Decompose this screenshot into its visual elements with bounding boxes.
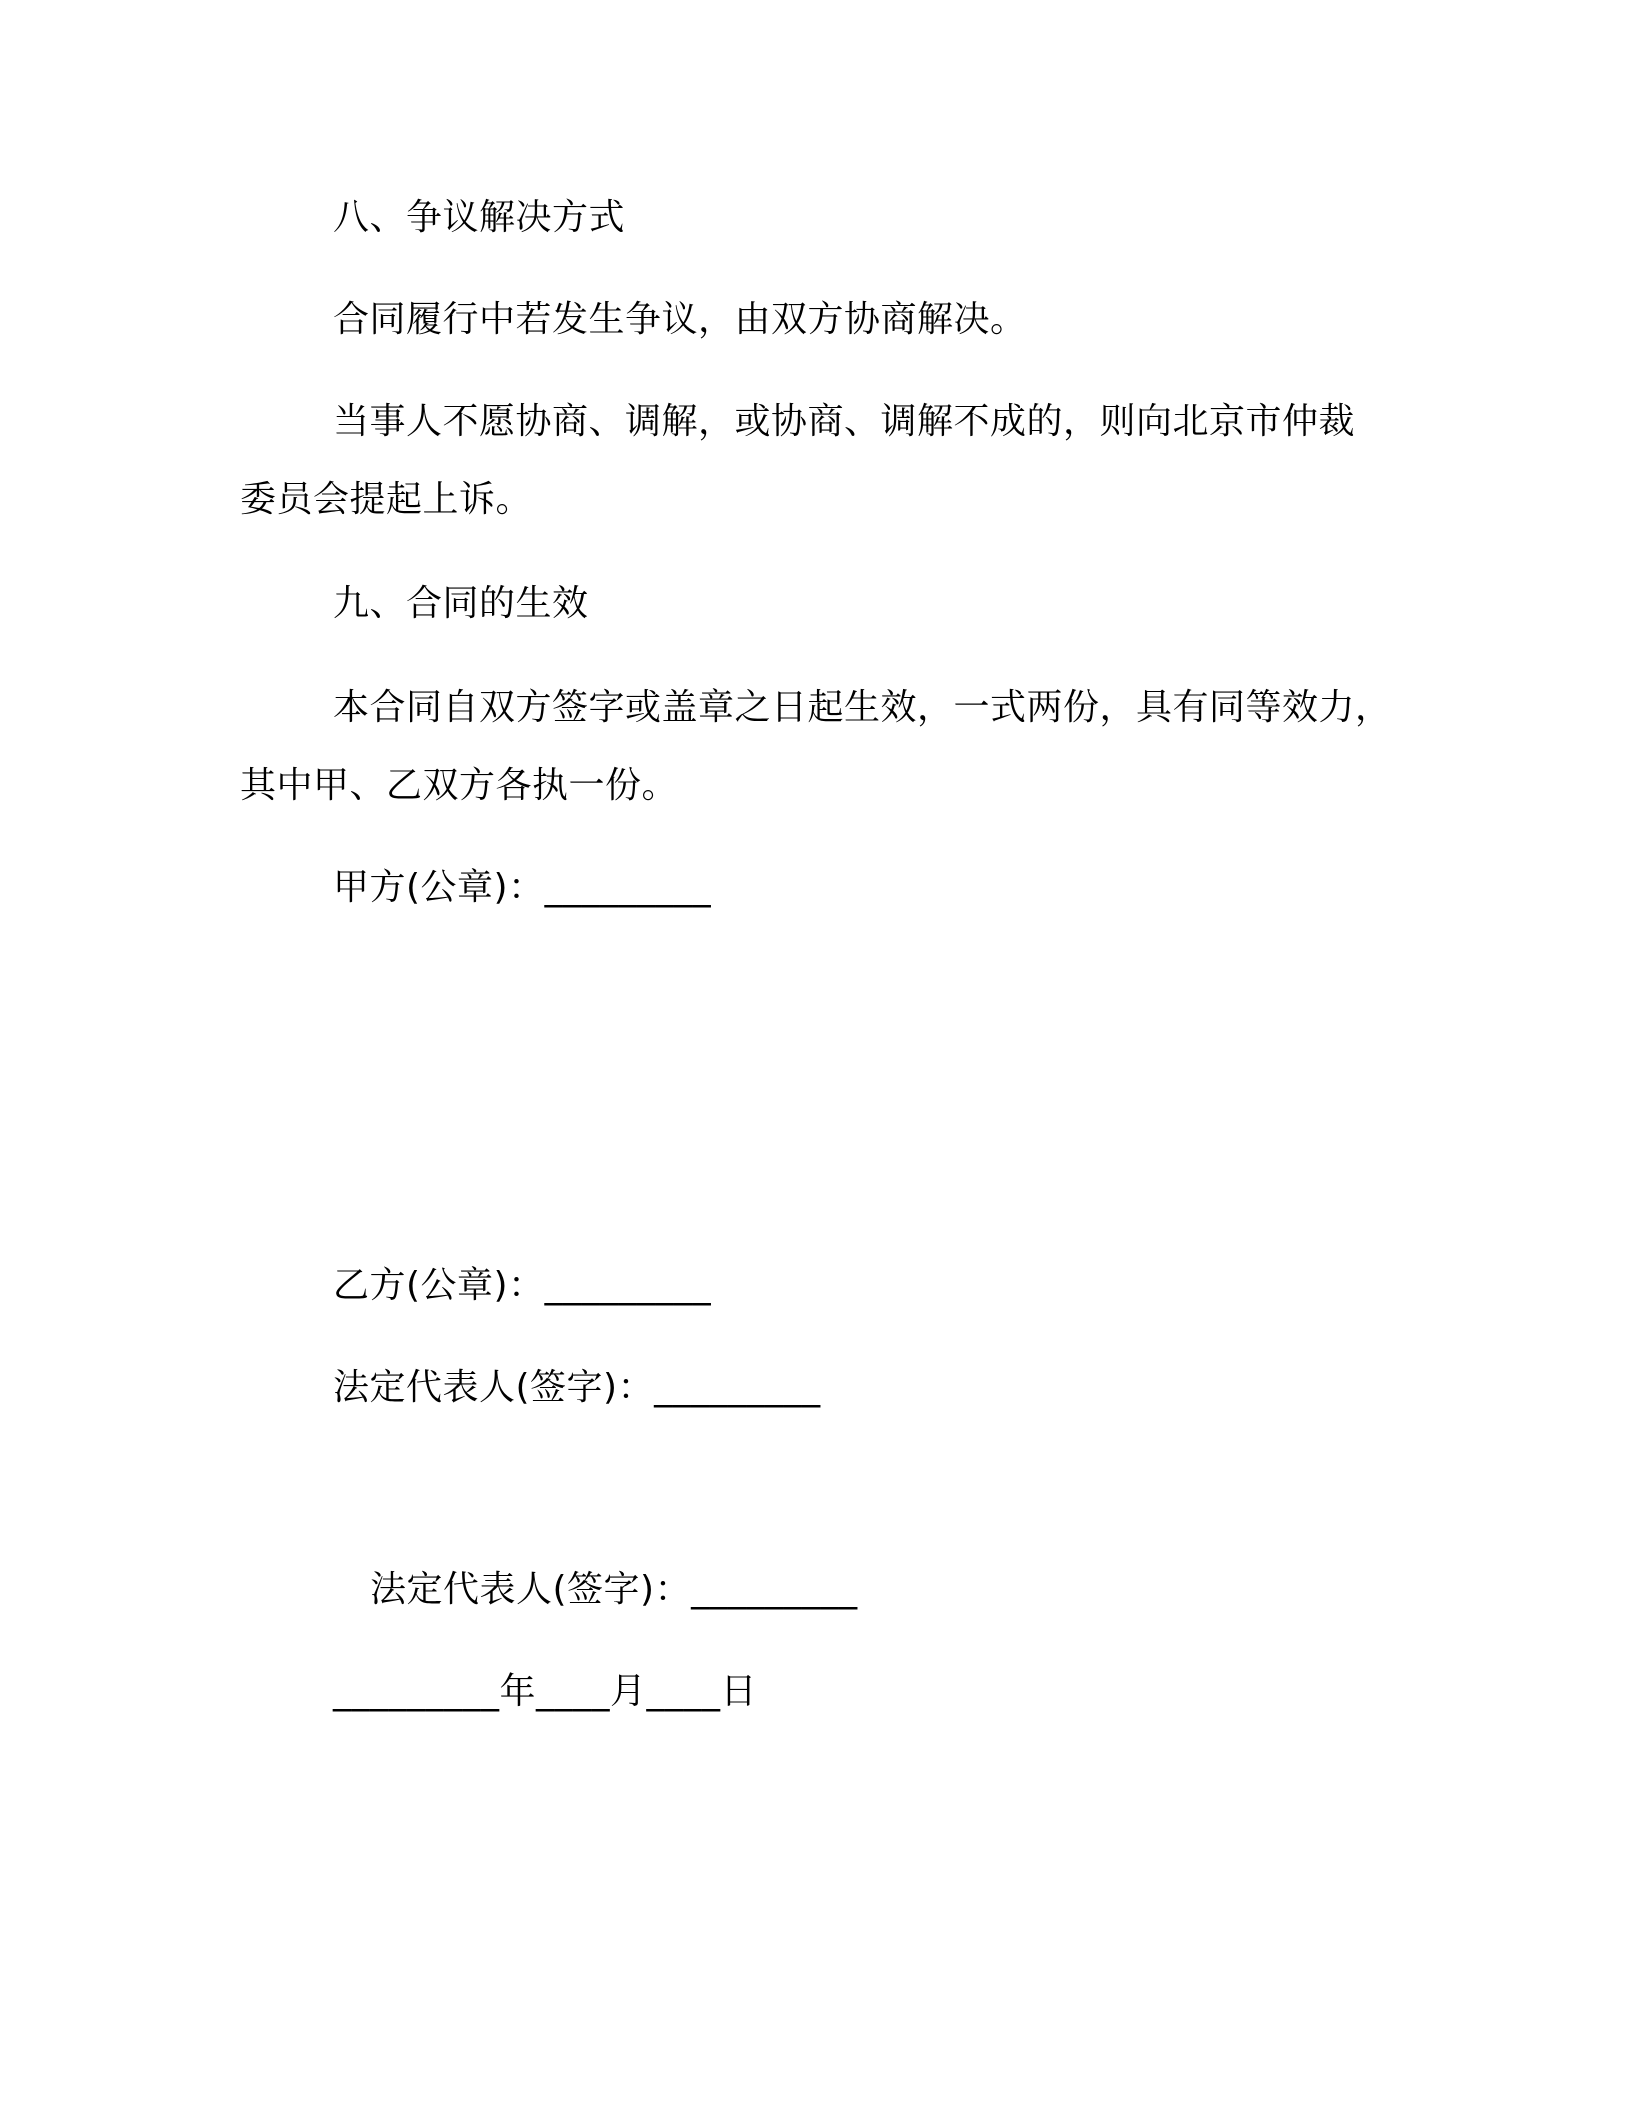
section-9-heading: 九、合同的生效 <box>333 583 589 624</box>
section-9-paragraph-1-line-2: 其中甲、乙双方各执一份。 <box>240 765 679 806</box>
section-8-heading: 八、争议解决方式 <box>333 197 626 238</box>
section-8-paragraph-1: 合同履行中若发生争议，由双方协商解决。 <box>333 299 1027 340</box>
legal-representative-signature-line-1: 法定代表人(签字)：_________ <box>333 1367 821 1408</box>
party-a-seal-line: 甲方(公章)：_________ <box>333 867 712 908</box>
legal-representative-signature-line-2: 法定代表人(签字)：_________ <box>370 1569 858 1610</box>
section-9-paragraph-1-line-1: 本合同自双方签字或盖章之日起生效，一式两份，具有同等效力， <box>333 687 1392 728</box>
section-8-paragraph-2-line-2: 委员会提起上诉。 <box>240 479 533 520</box>
section-8-paragraph-2-line-1: 当事人不愿协商、调解，或协商、调解不成的，则向北京市仲裁 <box>333 401 1356 442</box>
party-b-seal-line: 乙方(公章)：_________ <box>333 1265 712 1306</box>
date-line: _________年____月____日 <box>333 1671 757 1712</box>
